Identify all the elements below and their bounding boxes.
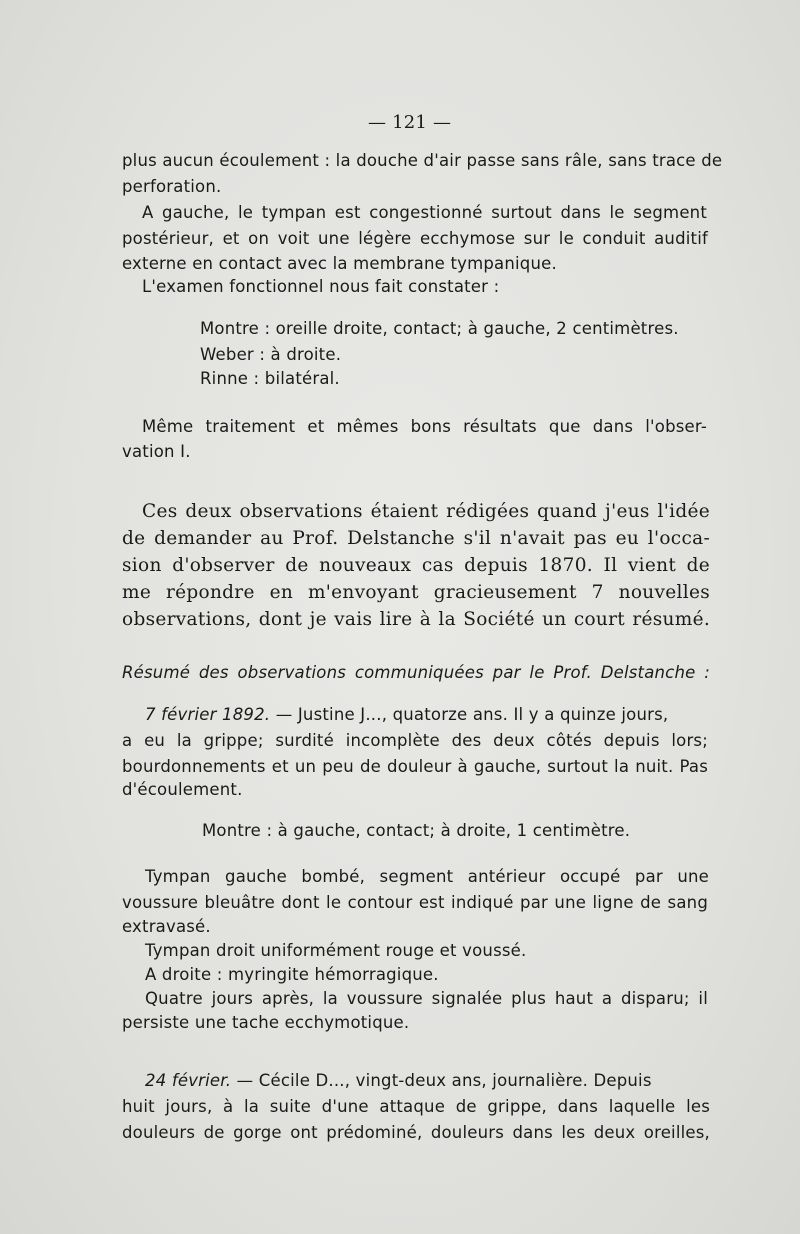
text-line: A gauche, le tympan est congestionné surtout dans le segment: [142, 203, 707, 222]
text-line: Quatre jours après, la voussure signalée plus haut a disparu; il: [145, 989, 708, 1008]
case-first-line: [145, 1070, 711, 1092]
case-date: 24 février.: [145, 1071, 232, 1090]
text-line: plus aucun écoulement : la douche d'air passe sans râle, sans trace de: [122, 151, 723, 170]
text-line: d'écoulement.: [122, 780, 243, 799]
text-line: postérieur, et on voit une légère ecchymose sur le conduit auditif: [122, 229, 708, 248]
test-line: Rinne : bilatéral.: [200, 369, 340, 388]
test-line: Montre : oreille droite, contact; à gauche, 2 centimètres.: [200, 319, 679, 338]
text-line: Même traitement et mêmes bons résultats que dans l'obser-: [142, 417, 707, 436]
text-line: L'examen fonctionnel nous fait constater :: [142, 277, 500, 296]
text-line: vation I.: [122, 442, 191, 461]
case-first-line: [145, 704, 709, 726]
text-line: Tympan droit uniformément rouge et voussé.: [145, 941, 527, 960]
page-number: — 121 —: [368, 112, 452, 133]
case-text: — Cécile D..., vingt-deux ans, journalière. Depuis: [236, 1071, 652, 1090]
test-line: Weber : à droite.: [200, 345, 342, 364]
intro-line: de demander au Prof. Delstanche s'il n'avait pas eu l'occa-: [122, 528, 710, 549]
text-line: Tympan gauche bombé, segment antérieur occupé par une: [145, 867, 709, 886]
case-date: 7 février 1892.: [145, 705, 271, 724]
text-line: perforation.: [122, 177, 222, 196]
text-line: persiste une tache ecchymotique.: [122, 1013, 410, 1032]
summary-heading: Résumé des observations communiquées par le Prof. Delstanche :: [122, 663, 710, 682]
text-line: douleurs de gorge ont prédominé, douleurs dans les deux oreilles,: [122, 1123, 710, 1142]
text-line: A droite : myringite hémorragique.: [145, 965, 439, 984]
text-line: extravasé.: [122, 917, 211, 936]
text-line: huit jours, à la suite d'une attaque de grippe, dans laquelle les: [122, 1097, 710, 1116]
intro-line: me répondre en m'envoyant gracieusement 7 nouvelles: [122, 582, 710, 603]
test-line: Montre : à gauche, contact; à droite, 1 centimètre.: [202, 821, 631, 840]
text-line: externe en contact avec la membrane tympanique.: [122, 254, 557, 273]
intro-line: sion d'observer de nouveaux cas depuis 1870. Il vient de: [122, 555, 710, 576]
text-line: bourdonnements et un peu de douleur à gauche, surtout la nuit. Pas: [122, 757, 708, 776]
intro-line: observations, dont je vais lire à la Société un court résumé.: [122, 609, 710, 630]
case-text: — Justine J..., quatorze ans. Il y a quinze jours,: [275, 705, 669, 724]
intro-line: Ces deux observations étaient rédigées quand j'eus l'idée: [142, 501, 710, 522]
text-line: voussure bleuâtre dont le contour est indiqué par une ligne de sang: [122, 893, 708, 912]
text-line: a eu la grippe; surdité incomplète des deux côtés depuis lors;: [122, 731, 708, 750]
